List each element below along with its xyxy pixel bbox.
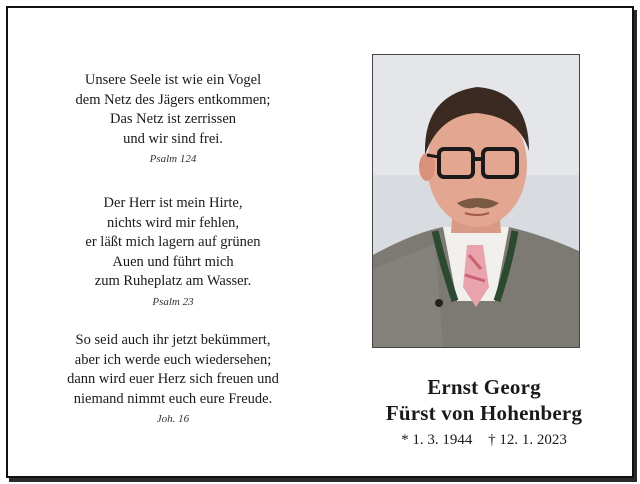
verse-line: nichts wird mir fehlen, — [106, 214, 240, 231]
life-dates — [338, 432, 630, 449]
deceased-name-line-2: Fürst von Hohenberg — [385, 401, 583, 425]
verses-column — [8, 8, 338, 476]
verse-line: aber ich werde euch wiedersehen; — [74, 351, 272, 368]
verse-line: er läßt mich lagern auf grünen — [85, 234, 261, 250]
verse-line: So seid auch ihr jetzt bekümmert, — [75, 332, 271, 348]
portrait-photo — [372, 54, 580, 348]
verse-line: zum Ruheplatz am Wasser. — [94, 273, 252, 289]
memorial-card — [6, 6, 634, 478]
death-date: † 12. 1. 2023 — [488, 432, 567, 448]
verse-psalm-23 — [8, 194, 338, 308]
verse-line: niemand nimmt euch eure Freude. — [73, 390, 273, 407]
verse-reference: Psalm 23 — [152, 295, 194, 308]
verse-line: Das Netz ist zerrissen — [109, 111, 237, 127]
portrait-illustration — [373, 55, 579, 347]
deceased-name-line-1: Ernst Georg — [427, 375, 541, 399]
verse-line: dem Netz des Jägers entkommen; — [75, 91, 271, 108]
birth-date: * 1. 3. 1944 — [401, 432, 473, 448]
verse-line: Der Herr ist mein Hirte, — [103, 195, 243, 211]
verse-reference: Psalm 124 — [149, 153, 197, 165]
verse-line: Auen und führt mich — [112, 253, 234, 270]
verse-psalm-124 — [8, 71, 338, 165]
verse-reference: Joh. 16 — [156, 413, 190, 425]
verse-line: dann wird euer Herz sich freuen und — [67, 371, 279, 387]
verse-line: Unsere Seele ist wie ein Vogel — [84, 72, 262, 88]
verse-line: und wir sind frei. — [123, 130, 223, 147]
verse-john-16 — [8, 331, 338, 425]
